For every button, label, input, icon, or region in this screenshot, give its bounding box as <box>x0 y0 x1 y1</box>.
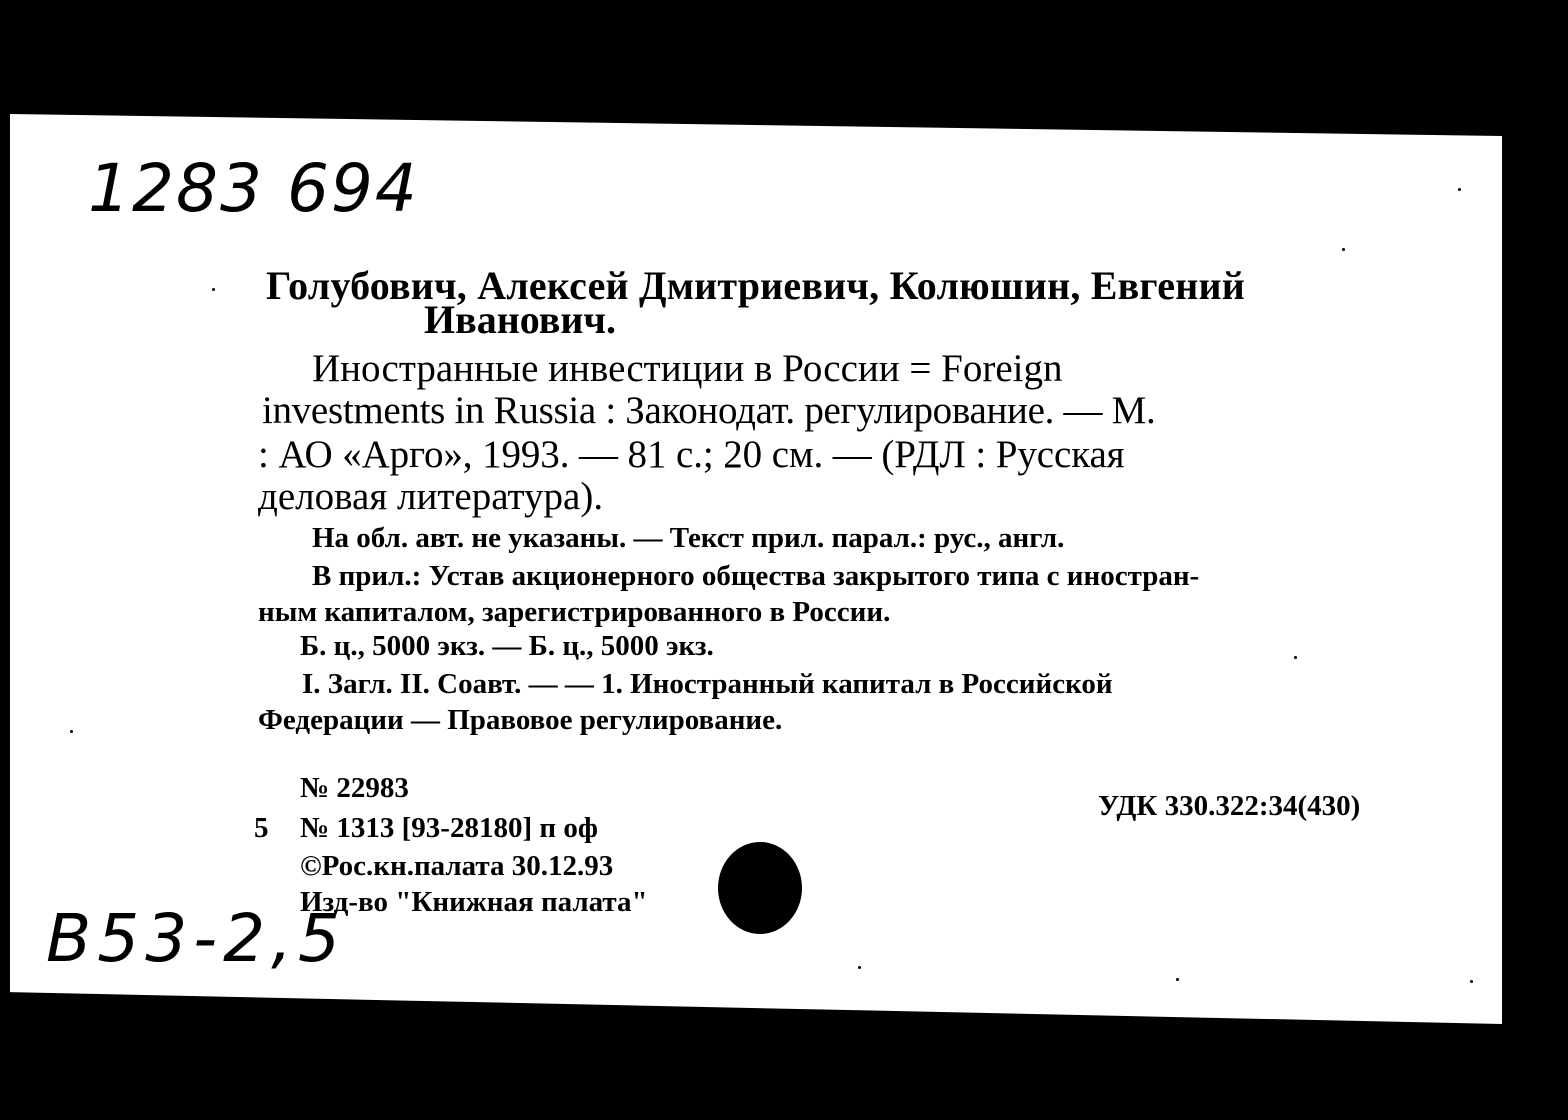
copyright-line: ©Рос.кн.палата 30.12.93 <box>300 850 614 882</box>
card-prefix: 5 <box>254 812 269 844</box>
handwritten-accession-number: 1283 694 <box>88 150 419 227</box>
speck <box>1470 980 1473 983</box>
note-line-6: Федерации — Правовое регулирование. <box>258 704 783 736</box>
title-line-1: Иностранные инвестиции в России = Foreign <box>312 347 1063 390</box>
speck <box>1342 248 1345 251</box>
order-number: № 1313 [93-28180] п оф <box>300 812 598 844</box>
title-line-2: investments in Russia : Законодат. регулирование. — М. <box>262 389 1156 432</box>
note-line-5: I. Загл. II. Соавт. — — 1. Иностранный капитал в Российской <box>302 668 1113 700</box>
speck <box>1458 188 1461 191</box>
publisher-line: Изд-во "Книжная палата" <box>300 886 648 918</box>
speck <box>70 730 73 733</box>
registration-number: № 22983 <box>300 772 409 804</box>
speck <box>1294 656 1297 659</box>
author-line-2: Иванович. <box>424 297 616 342</box>
title-line-3: : АО «Арго», 1993. — 81 с.; 20 см. — (РДЛ : Русская <box>258 433 1125 476</box>
punch-hole <box>718 842 802 934</box>
udk-code: УДК 330.322:34(430) <box>1098 790 1361 822</box>
handwritten-shelf-mark: B53-2,5 <box>46 900 347 977</box>
speck <box>1176 978 1179 981</box>
speck <box>858 966 861 969</box>
note-line-4: Б. ц., 5000 экз. — Б. ц., 5000 экз. <box>300 630 714 662</box>
note-line-1: На обл. авт. не указаны. — Текст прил. парал.: рус., англ. <box>312 522 1065 554</box>
note-line-2: В прил.: Устав акционерного общества закрытого типа с иностран- <box>312 560 1200 592</box>
note-line-3: ным капиталом, зарегистрированного в России. <box>258 596 891 628</box>
author-line-1: Голубович, Алексей Дмитриевич, Колюшин, Евгений <box>266 263 1245 308</box>
title-line-4: деловая литература). <box>258 475 604 518</box>
speck <box>212 288 215 291</box>
